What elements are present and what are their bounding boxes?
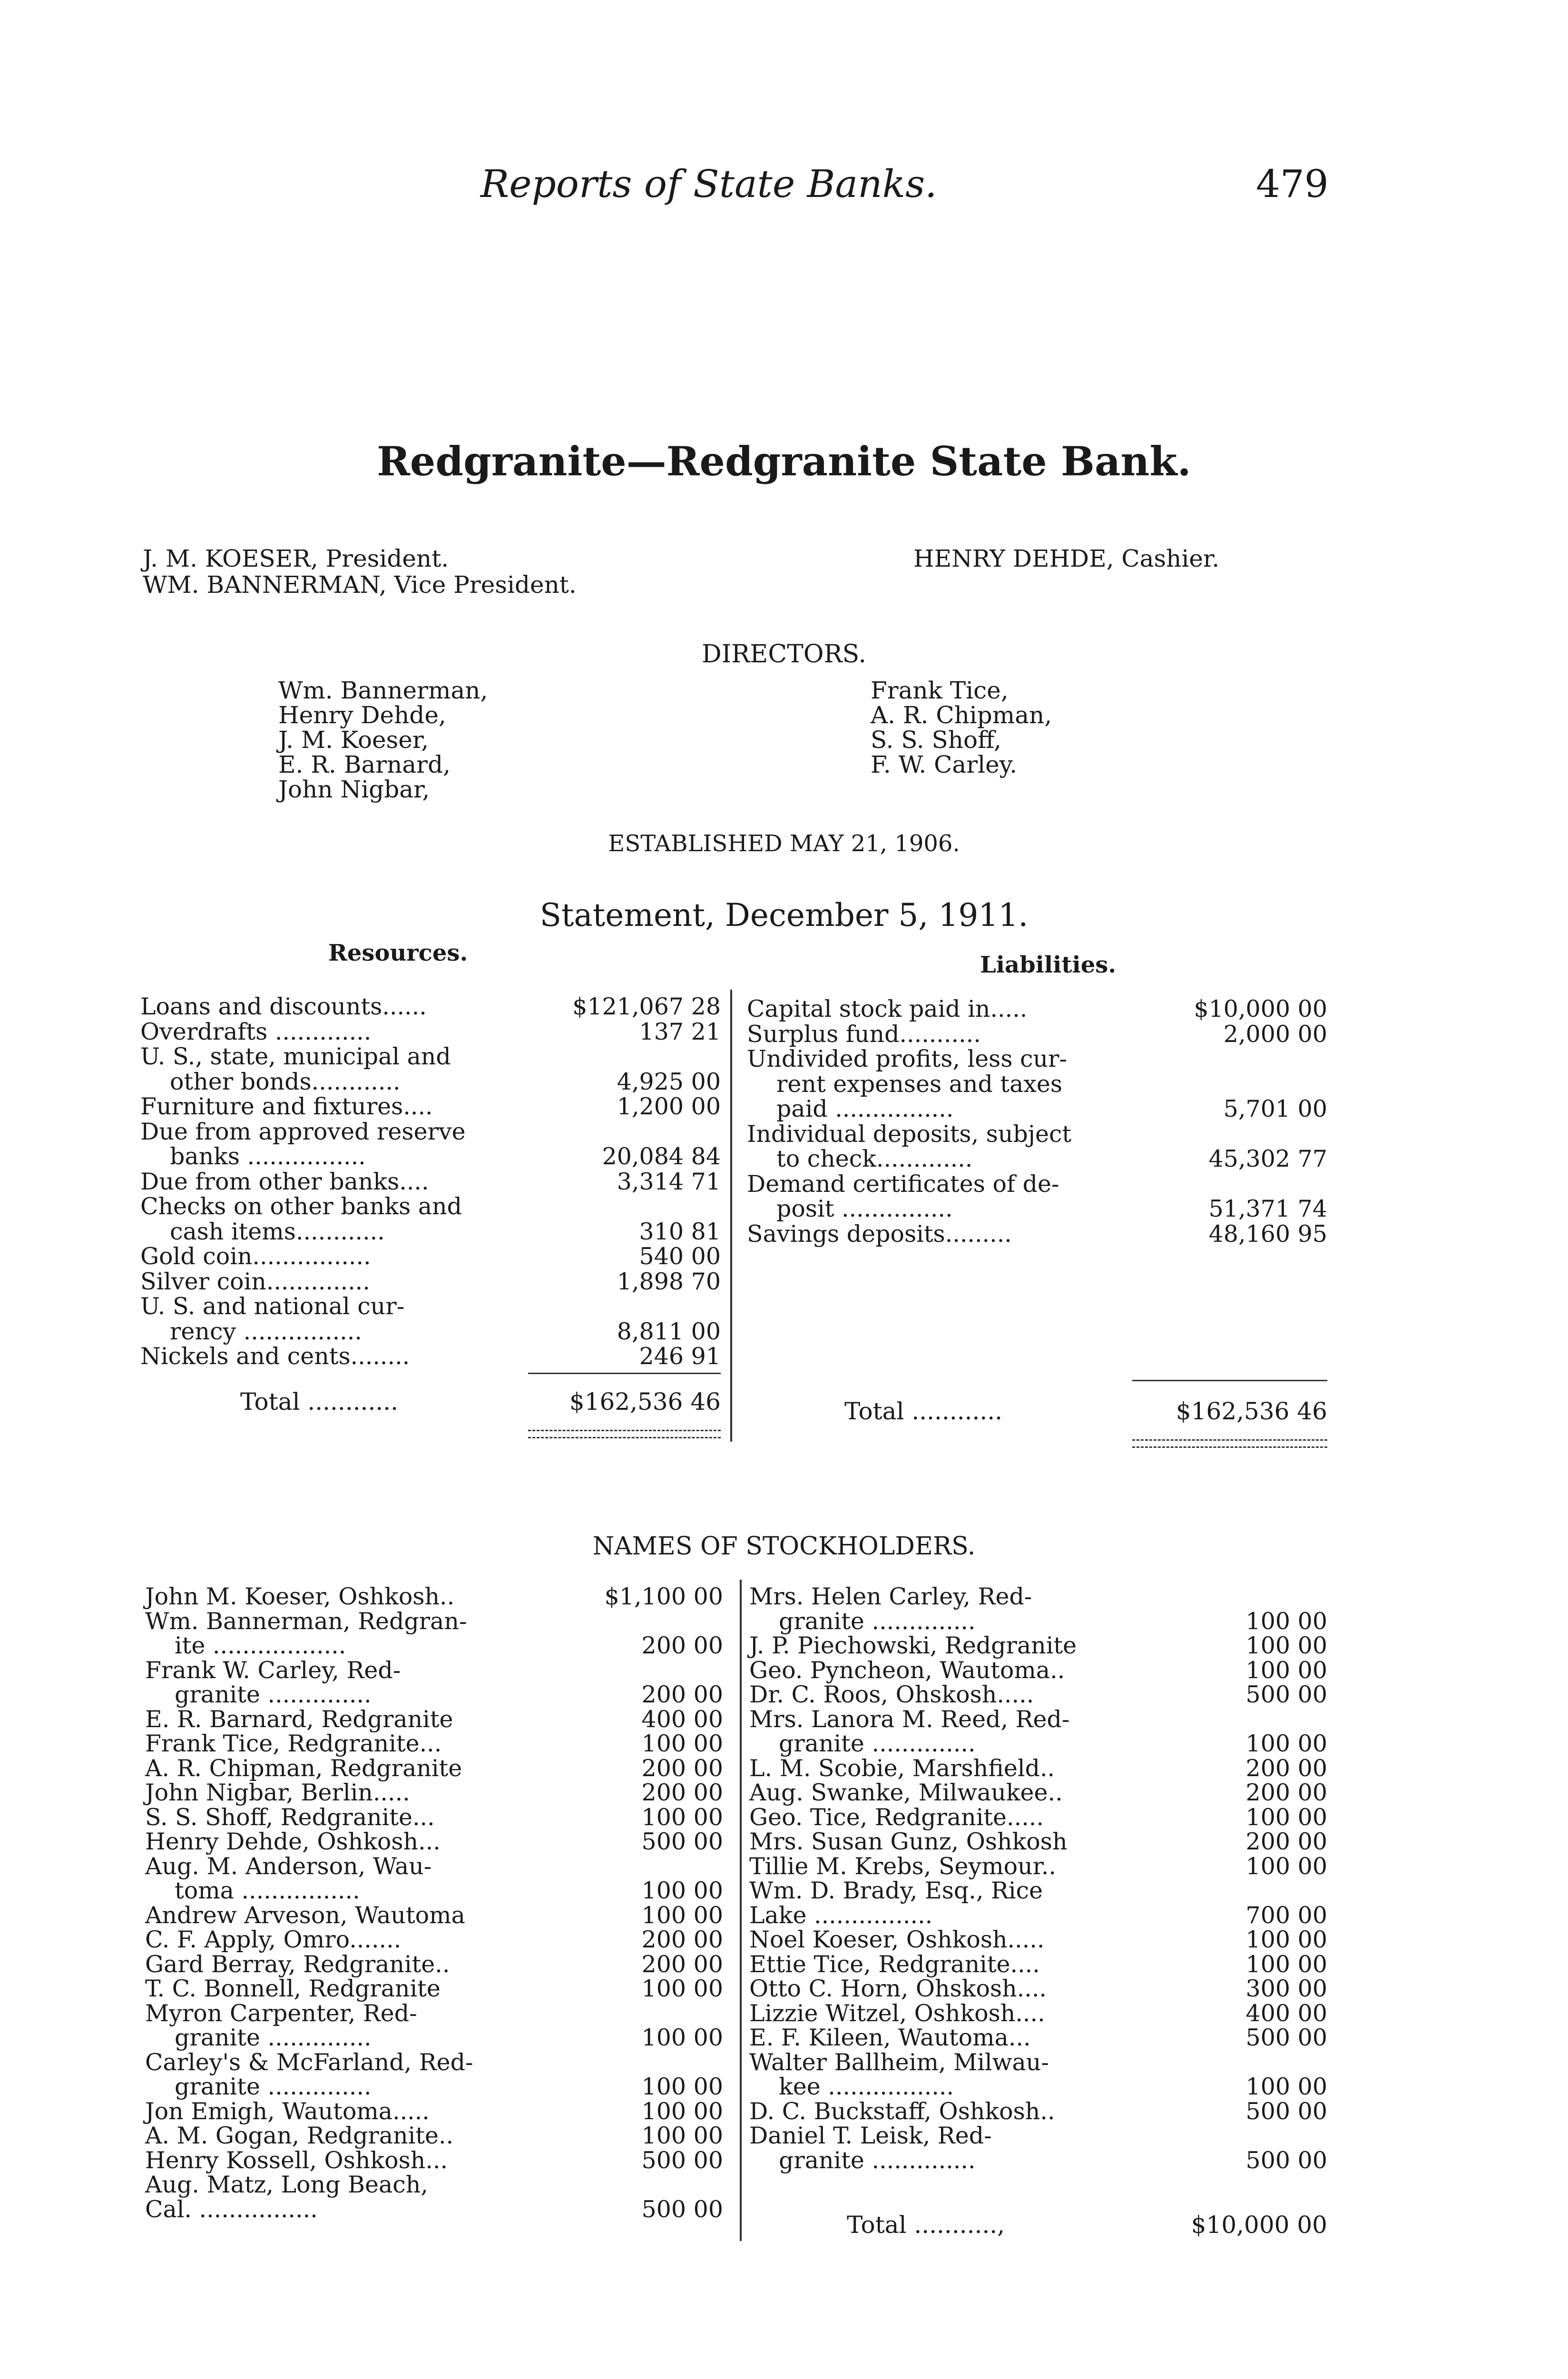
row-label: U. S., state, municipal and: [140, 1043, 451, 1070]
row-label: Ettie Tice, Redgranite....: [749, 1950, 1040, 1978]
table-row: [140, 1219, 721, 1245]
row-label: granite ..............: [175, 1681, 372, 1708]
row-label: Individual deposits, subject: [747, 1120, 1072, 1148]
cashier: HENRY DEHDE, Cashier.: [913, 545, 1220, 572]
row-label: Capital stock paid in.....: [747, 995, 1028, 1022]
table-row: [145, 1584, 723, 1609]
resources-list: [140, 994, 721, 1423]
row-label: banks ................: [170, 1143, 366, 1170]
liabilities-total-amount: $162,536 46: [1176, 1397, 1327, 1425]
row-amount: 300 00: [1245, 1975, 1327, 2002]
row-label: John M. Koeser, Oshkosh..: [145, 1583, 455, 1610]
liabilities-list: [747, 997, 1327, 1330]
row-label: Geo. Pyncheon, Wautoma..: [749, 1656, 1065, 1684]
stockholders-heading: NAMES OF STOCKHOLDERS.: [592, 1532, 976, 1561]
row-amount: 8,811 00: [617, 1317, 721, 1345]
row-amount: 500 00: [1245, 2146, 1327, 2174]
table-row: [140, 1120, 721, 1145]
row-amount: 200 00: [1245, 1779, 1327, 1806]
table-row: [747, 1022, 1327, 1047]
row-label: T. C. Bonnell, Redgranite: [145, 1975, 441, 2002]
table-row: [749, 1805, 1327, 1830]
table-row: [747, 1122, 1327, 1147]
row-amount: 500 00: [1245, 2097, 1327, 2125]
row-label: A. M. Gogan, Redgranite..: [145, 2122, 454, 2149]
established: ESTABLISHED MAY 21, 1906.: [608, 830, 960, 857]
row-label: A. R. Chipman, Redgranite: [145, 1754, 462, 1782]
row-amount: 200 00: [641, 1632, 723, 1659]
row-label: toma ................: [175, 1877, 360, 1904]
table-row: [140, 1070, 721, 1095]
row-label: Carley's & McFarland, Red-: [145, 2048, 473, 2076]
row-amount: $10,000 00: [1194, 995, 1327, 1022]
row-label: Mrs. Lanora M. Reed, Red-: [749, 1705, 1070, 1733]
table-row: [145, 2148, 723, 2173]
table-row: [749, 2099, 1327, 2124]
row-label: Myron Carpenter, Red-: [145, 1999, 417, 2027]
stockholders-left-list: [145, 1584, 723, 2241]
row-label: Jon Emigh, Wautoma.....: [145, 2097, 430, 2125]
row-amount: 500 00: [1245, 1681, 1327, 1708]
row-label: Otto C. Horn, Ohskosh....: [749, 1975, 1047, 2002]
director-name: J. M. Koeser,: [278, 726, 429, 754]
table-row: [145, 1927, 723, 1952]
row-amount: 100 00: [641, 2097, 723, 2125]
row-amount: 100 00: [1245, 1632, 1327, 1659]
table-row: [749, 1609, 1327, 1634]
row-label: posit ...............: [776, 1195, 953, 1222]
row-amount: 500 00: [641, 1828, 723, 1855]
table-row: [140, 1319, 721, 1345]
row-label: Frank Tice, Redgranite...: [145, 1730, 442, 1757]
row-label: to check.............: [776, 1145, 973, 1172]
row-amount: 100 00: [1245, 1926, 1327, 1953]
row-label: Dr. C. Roos, Ohskosh.....: [749, 1681, 1034, 1708]
table-row: [145, 1952, 723, 1977]
resources-double-rule: [528, 1430, 721, 1431]
vice-president: WM. BANNERMAN, Vice President.: [143, 571, 577, 599]
table-row: [749, 1584, 1327, 1609]
row-label: Demand certificates of de-: [747, 1170, 1059, 1198]
row-amount: 200 00: [1245, 1754, 1327, 1782]
row-amount: $121,067 28: [572, 993, 721, 1020]
table-row: [749, 2050, 1327, 2075]
table-row: [145, 2025, 723, 2050]
row-amount: 1,200 00: [617, 1093, 721, 1120]
table-row: [749, 1854, 1327, 1879]
row-label: kee .................: [779, 2073, 954, 2100]
row-amount: 400 00: [641, 1705, 723, 1733]
table-row: [140, 1194, 721, 1219]
table-row: [145, 2123, 723, 2148]
row-label: Walter Ballheim, Milwau-: [749, 2048, 1049, 2076]
table-row: [749, 1682, 1327, 1707]
row-amount: 100 00: [1245, 1730, 1327, 1757]
row-label: cash items............: [170, 1218, 385, 1245]
row-label: Wm. D. Brady, Esq., Rice: [749, 1877, 1043, 1904]
table-row: [749, 2001, 1327, 2026]
row-amount: 246 91: [639, 1343, 721, 1370]
table-row: [140, 1269, 721, 1295]
row-amount: 200 00: [641, 1926, 723, 1953]
row-label: rency ................: [170, 1317, 362, 1345]
table-row: [145, 1682, 723, 1707]
row-amount: 100 00: [1245, 1852, 1327, 1880]
table-row: [749, 1780, 1327, 1805]
row-amount: 100 00: [641, 1730, 723, 1757]
table-row: [140, 1044, 721, 1070]
liabilities-heading: Liabilities.: [980, 952, 1117, 978]
table-row: [747, 1097, 1327, 1122]
row-label: U. S. and national cur-: [140, 1293, 405, 1320]
liabilities-double-rule: [1132, 1446, 1327, 1448]
row-amount: 3,314 71: [617, 1168, 721, 1195]
row-label: Gard Berray, Redgranite..: [145, 1950, 450, 1978]
table-row: [145, 1854, 723, 1879]
director-name: Frank Tice,: [871, 677, 1009, 704]
row-label: Due from approved reserve: [140, 1118, 466, 1145]
table-row: [749, 1927, 1327, 1952]
table-row: [145, 1658, 723, 1683]
row-amount: 540 00: [639, 1243, 721, 1270]
directors-heading: DIRECTORS.: [702, 640, 866, 668]
table-row: [140, 994, 721, 1020]
row-label: Frank W. Carley, Red-: [145, 1656, 401, 1684]
row-label: Aug. M. Anderson, Wau-: [145, 1852, 432, 1880]
table-row: [749, 1903, 1327, 1928]
row-label: E. R. Barnard, Redgranite: [145, 1705, 453, 1733]
row-label: Lizzie Witzel, Oshkosh....: [749, 1999, 1045, 2027]
row-label: granite ..............: [779, 2146, 976, 2174]
row-label: Mrs. Helen Carley, Red-: [749, 1583, 1032, 1610]
director-name: Henry Dehde,: [278, 701, 446, 729]
table-row: [145, 1633, 723, 1658]
row-amount: $1,100 00: [604, 1583, 723, 1610]
director-name: E. R. Barnard,: [278, 751, 451, 778]
table-row: [145, 2173, 723, 2197]
table-row: [747, 1072, 1327, 1097]
row-amount: 100 00: [641, 2122, 723, 2149]
row-amount: 100 00: [641, 1877, 723, 1904]
table-row: [749, 1829, 1327, 1854]
table-row: [145, 1707, 723, 1732]
row-amount: 100 00: [1245, 1607, 1327, 1635]
table-row: [747, 1197, 1327, 1222]
row-label: other bonds............: [170, 1068, 401, 1095]
page-number: 479: [1256, 162, 1329, 206]
table-row: [747, 1172, 1327, 1197]
row-label: Undivided profits, less cur-: [747, 1045, 1068, 1072]
stockholders-right-list: [749, 1584, 1327, 2203]
row-label: Henry Kossell, Oshkosh...: [145, 2146, 448, 2174]
row-label: D. C. Buckstaff, Oshkosh..: [749, 2097, 1055, 2125]
director-name: John Nigbar,: [278, 776, 430, 803]
table-row: [749, 1707, 1327, 1732]
row-label: J. P. Piechowski, Redgranite: [749, 1632, 1077, 1659]
row-amount: 400 00: [1245, 1999, 1327, 2027]
row-amount: 100 00: [641, 1975, 723, 2002]
row-label: Savings deposits.........: [747, 1220, 1012, 1248]
table-row: [140, 1344, 721, 1369]
directors-left: [278, 678, 488, 802]
row-label: C. F. Apply, Omro.......: [145, 1926, 402, 1953]
row-label: L. M. Scobie, Marshfield..: [749, 1754, 1055, 1782]
table-row: [749, 2074, 1327, 2099]
row-label: Noel Koeser, Oshkosh.....: [749, 1926, 1045, 1953]
table-row: [749, 2123, 1327, 2148]
table-row: [749, 1756, 1327, 1781]
liabilities-total-label: Total ............: [844, 1397, 1003, 1425]
liabilities-sum-rule: [1132, 1380, 1327, 1381]
table-row: [145, 1731, 723, 1756]
table-row: [140, 1294, 721, 1319]
table-row: [140, 1170, 721, 1195]
table-row: [749, 1878, 1327, 1903]
row-amount: 51,371 74: [1208, 1195, 1327, 1222]
stockholders-total-label: Total ...........,: [847, 2211, 1005, 2239]
row-amount: 48,160 95: [1208, 1220, 1327, 1248]
table-row: [747, 1222, 1327, 1247]
row-label: Lake ................: [749, 1901, 933, 1929]
table-row: [140, 1094, 721, 1120]
row-label: granite ..............: [175, 2073, 372, 2100]
row-label: granite ..............: [779, 1730, 976, 1757]
row-amount: 2,000 00: [1223, 1020, 1327, 1048]
row-amount: 200 00: [641, 1779, 723, 1806]
row-label: Aug. Matz, Long Beach,: [145, 2171, 428, 2198]
row-label: Silver coin..............: [140, 1268, 370, 1295]
row-label: E. F. Kileen, Wautoma...: [749, 2024, 1031, 2051]
table-row: [145, 2197, 723, 2222]
row-amount: 500 00: [641, 2195, 723, 2223]
table-row: [145, 2001, 723, 2026]
row-label: Mrs. Susan Gunz, Oshkosh: [749, 1828, 1068, 1855]
table-row: [140, 1244, 721, 1269]
row-amount: 200 00: [641, 1950, 723, 1978]
row-label: Checks on other banks and: [140, 1193, 462, 1220]
row-amount: 4,925 00: [617, 1068, 721, 1095]
row-amount: 45,302 77: [1208, 1145, 1327, 1172]
table-row: [747, 1147, 1327, 1172]
table-row: [145, 1829, 723, 1854]
row-label: Tillie M. Krebs, Seymour..: [749, 1852, 1056, 1880]
row-label: Loans and discounts......: [140, 993, 427, 1020]
row-label: Gold coin................: [140, 1243, 371, 1270]
table-row: [145, 1780, 723, 1805]
row-amount: 200 00: [641, 1681, 723, 1708]
table-row: [145, 2099, 723, 2124]
row-label: Overdrafts .............: [140, 1018, 372, 1045]
row-label: ite ..................: [175, 1632, 346, 1659]
president: J. M. KOESER, President.: [143, 545, 449, 572]
table-row: [749, 1633, 1327, 1658]
table-row: [145, 2050, 723, 2075]
resources-heading: Resources.: [328, 940, 468, 966]
table-row: [749, 1731, 1327, 1756]
table-row: [145, 1903, 723, 1928]
row-amount: 1,898 70: [617, 1268, 721, 1295]
director-name: Wm. Bannerman,: [278, 677, 488, 704]
row-label: paid ................: [776, 1095, 954, 1122]
resources-total-label: Total ............: [240, 1388, 399, 1416]
table-row: [145, 1805, 723, 1830]
row-label: Henry Dehde, Oshkosh...: [145, 1828, 441, 1855]
statement-divider: [730, 990, 732, 1442]
row-amount: 137 21: [639, 1018, 721, 1045]
row-amount: 100 00: [641, 2024, 723, 2051]
row-amount: 500 00: [641, 2146, 723, 2174]
table-row: [747, 1047, 1327, 1072]
bank-title: Redgranite—Redgranite State Bank.: [377, 438, 1191, 485]
row-amount: 200 00: [641, 1754, 723, 1782]
stockholders-total-amount: $10,000 00: [1191, 2211, 1327, 2239]
row-label: John Nigbar, Berlin.....: [145, 1779, 410, 1806]
table-row: [145, 1976, 723, 2001]
table-row: [140, 1144, 721, 1170]
table-row: [749, 2025, 1327, 2050]
director-name: A. R. Chipman,: [871, 701, 1052, 729]
row-amount: 500 00: [1245, 2024, 1327, 2051]
row-label: Wm. Bannerman, Redgran-: [145, 1607, 467, 1635]
directors-right: [871, 678, 1052, 777]
row-label: Daniel T. Leisk, Red-: [749, 2122, 992, 2149]
row-amount: 310 81: [639, 1218, 721, 1245]
row-label: Aug. Swanke, Milwaukee..: [749, 1779, 1063, 1806]
resources-double-rule: [528, 1437, 721, 1438]
liabilities-double-rule: [1132, 1439, 1327, 1441]
row-label: S. S. Shoff, Redgranite...: [145, 1803, 435, 1831]
table-row: [749, 2148, 1327, 2173]
row-label: Cal. ................: [145, 2195, 318, 2223]
row-amount: 100 00: [641, 1803, 723, 1831]
table-row: [145, 2074, 723, 2099]
table-row: [140, 1020, 721, 1045]
row-label: Andrew Arveson, Wautoma: [145, 1901, 465, 1929]
row-amount: 100 00: [1245, 1656, 1327, 1684]
row-amount: 100 00: [1245, 1950, 1327, 1978]
resources-total-amount: $162,536 46: [569, 1388, 721, 1416]
row-amount: 5,701 00: [1223, 1095, 1327, 1122]
table-row: [145, 1609, 723, 1634]
table-row: [747, 997, 1327, 1022]
row-amount: 100 00: [641, 2073, 723, 2100]
row-amount: 20,084 84: [602, 1143, 721, 1170]
director-name: S. S. Shoff,: [871, 726, 1001, 754]
row-label: Nickels and cents........: [140, 1343, 410, 1370]
table-row: [749, 1658, 1327, 1683]
table-row: [749, 1976, 1327, 2001]
row-label: Surplus fund...........: [747, 1020, 981, 1048]
table-row: [749, 1952, 1327, 1977]
statement-title: Statement, December 5, 1911.: [539, 897, 1029, 934]
row-amount: 700 00: [1245, 1901, 1327, 1929]
row-amount: 100 00: [1245, 2073, 1327, 2100]
stockholders-divider: [740, 1580, 742, 2241]
row-label: granite ..............: [175, 2024, 372, 2051]
row-label: Due from other banks....: [140, 1168, 429, 1195]
row-label: Geo. Tice, Redgranite.....: [749, 1803, 1044, 1831]
row-label: Furniture and fixtures....: [140, 1093, 433, 1120]
row-label: rent expenses and taxes: [776, 1070, 1063, 1098]
row-amount: 100 00: [641, 1901, 723, 1929]
row-amount: 100 00: [1245, 1803, 1327, 1831]
row-label: granite ..............: [779, 1607, 976, 1635]
running-title: Reports of State Banks.: [480, 162, 937, 206]
table-row: [145, 1878, 723, 1903]
row-amount: 200 00: [1245, 1828, 1327, 1855]
table-row: [145, 1756, 723, 1781]
director-name: F. W. Carley.: [871, 751, 1018, 778]
resources-sum-rule: [528, 1373, 721, 1374]
